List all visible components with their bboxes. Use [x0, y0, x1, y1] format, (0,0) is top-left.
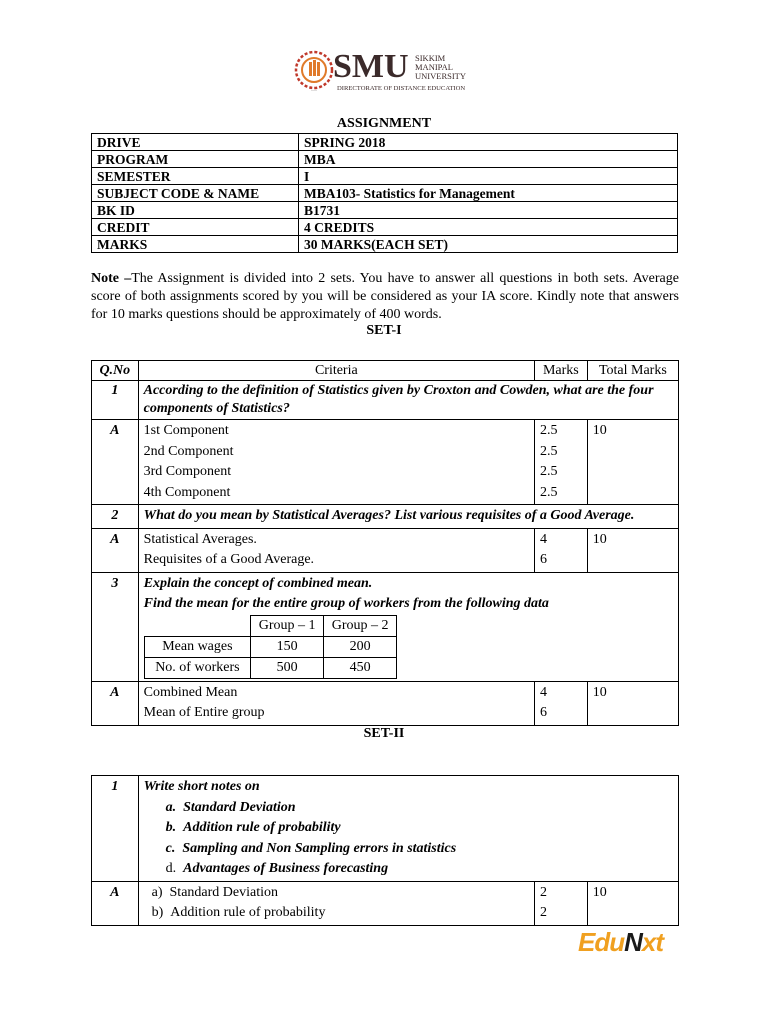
info-row — [92, 168, 678, 185]
note-label: Note – — [91, 271, 132, 286]
info-label: SUBJECT CODE & NAME — [92, 185, 299, 202]
table-header-row — [92, 361, 679, 381]
logo-university-name: SIKKIM MANIPAL UNIVERSITY — [415, 53, 466, 81]
total-marks: 10 — [587, 528, 678, 572]
question-text: Write short notes on a. Standard Deviation b. Addition rule of probability c. Sampling and Non Sampling errors in statistics d. Advantages of Business forecasting — [138, 776, 678, 882]
university-emblem-icon — [293, 48, 335, 94]
workers-data-table: Group – 1 Group – 2 Mean wages 150 200 No. of workers 500 450 — [144, 615, 398, 679]
question-row — [92, 776, 679, 882]
set1-title: SET-I — [366, 323, 402, 338]
info-row — [92, 134, 678, 151]
criteria-list: 1st Component 2nd Component 3rd Component 4th Component — [138, 420, 534, 505]
question-number: 2 — [92, 505, 139, 529]
header-marks: Marks — [535, 361, 588, 381]
info-row — [92, 202, 678, 219]
marks-list: 2 2 — [535, 881, 588, 925]
answer-label: A — [92, 881, 139, 925]
short-notes-list: a. Standard Deviation b. Addition rule of probability c. Sampling and Non Sampling errors in statistics d. Advantages of Business forecasting — [165, 799, 457, 876]
question-row — [92, 505, 679, 529]
question-number: 3 — [92, 572, 139, 681]
info-label: PROGRAM — [92, 151, 299, 168]
info-value: SPRING 2018 — [299, 134, 678, 151]
question-text: What do you mean by Statistical Averages? List various requisites of a Good Average. — [138, 505, 678, 529]
answer-label: A — [92, 420, 139, 505]
set2-title: SET-II — [363, 726, 405, 741]
smu-logo — [293, 48, 483, 98]
info-value: MBA103- Statistics for Management — [299, 185, 678, 202]
info-row — [92, 185, 678, 202]
header-qno: Q.No — [92, 361, 139, 381]
info-row — [92, 219, 678, 236]
answer-row — [92, 528, 679, 572]
set2-table — [91, 775, 679, 926]
svg-text:∙∙∙∙∙∙: ∙∙∙∙∙∙ — [311, 88, 317, 93]
page-title: ASSIGNMENT — [336, 116, 432, 131]
answer-row — [92, 420, 679, 505]
logo-wordmark: SMU — [333, 48, 409, 85]
header-criteria: Criteria — [138, 361, 534, 381]
question-number: 1 — [92, 381, 139, 420]
logo-directorate: DIRECTORATE OF DISTANCE EDUCATION — [337, 85, 466, 92]
info-label: SEMESTER — [92, 168, 299, 185]
marks-list: 4 6 — [535, 681, 588, 725]
set1-table — [91, 360, 679, 726]
note-paragraph — [91, 270, 679, 324]
criteria-list: Statistical Averages. Requisites of a Good Average. — [138, 528, 534, 572]
info-row — [92, 151, 678, 168]
note-text: The Assignment is divided into 2 sets. You have to answer all questions in both sets. Average score of both assignments scored by you will be considered as your IA score. Kindly note that answers for 10 marks questions should be approximately of 400 words. — [91, 271, 679, 322]
info-value: B1731 — [299, 202, 678, 219]
criteria-list: Combined Mean Mean of Entire group — [138, 681, 534, 725]
question-number: 1 — [92, 776, 139, 882]
total-marks: 10 — [587, 681, 678, 725]
info-value: 30 MARKS(EACH SET) — [299, 236, 678, 253]
question-text: According to the definition of Statistics given by Croxton and Cowden, what are the four components of Statistics? — [138, 381, 678, 420]
question-row — [92, 572, 679, 681]
header-total-marks: Total Marks — [587, 361, 678, 381]
edunext-logo: EduNxt — [578, 927, 664, 957]
answer-label: A — [92, 681, 139, 725]
info-value: I — [299, 168, 678, 185]
total-marks: 10 — [587, 881, 678, 925]
assignment-info-table — [91, 133, 678, 253]
answer-label: A — [92, 528, 139, 572]
marks-list: 2.5 2.5 2.5 2.5 — [535, 420, 588, 505]
answer-row — [92, 881, 679, 925]
criteria-list: a) Standard Deviation b) Addition rule of probability — [138, 881, 534, 925]
marks-list: 4 6 — [535, 528, 588, 572]
question-text: Explain the concept of combined mean. Find the mean for the entire group of workers from the following data Group – 1 Group – 2 Mean wages 150 200 No. of workers 500 450 — [138, 572, 678, 681]
info-label: MARKS — [92, 236, 299, 253]
answer-row — [92, 681, 679, 725]
total-marks: 10 — [587, 420, 678, 505]
info-label: BK ID — [92, 202, 299, 219]
question-row — [92, 381, 679, 420]
info-label: CREDIT — [92, 219, 299, 236]
info-row — [92, 236, 678, 253]
info-value: MBA — [299, 151, 678, 168]
info-label: DRIVE — [92, 134, 299, 151]
info-value: 4 CREDITS — [299, 219, 678, 236]
